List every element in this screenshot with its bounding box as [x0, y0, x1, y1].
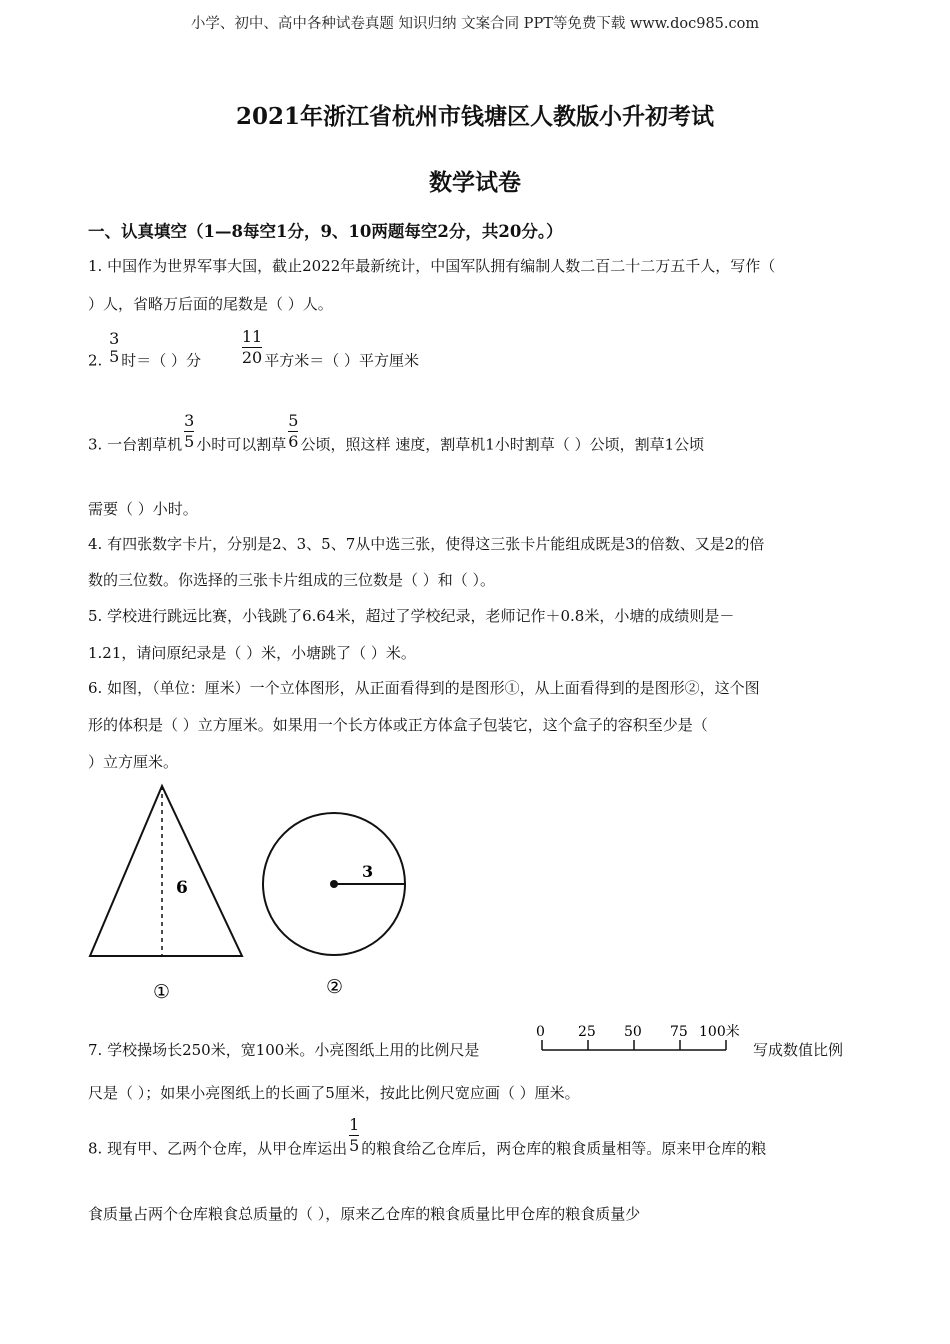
scale-bar [536, 1020, 746, 1060]
q1-line2: ）人，省略万后面的尾数是（ ）人。 [88, 295, 333, 313]
triangle-height-label: 6 [176, 878, 188, 898]
q5-line2: 1.21，请问原纪录是（ ）米，小塘跳了（ ）米。 [88, 644, 416, 662]
q2-line [88, 327, 419, 381]
q3-fraction-2: $\frac{5}{6}$ [288, 411, 299, 451]
q3-suffix: 公顷，照这样 速度，割草机1小时割草（ ）公顷，割草1公顷 [300, 435, 705, 454]
q2-fraction-2: $\frac{11}{20}$ [241, 327, 263, 367]
q8-prefix: 8. 现有甲、乙两个仓库，从甲仓库运出 [88, 1139, 348, 1158]
exam-title: 2021年浙江省杭州市钱塘区人教版小升初考试 [235, 103, 714, 130]
triangle-front-view [90, 786, 242, 956]
scale-tick-100: 100米 [699, 1024, 740, 1040]
figure-label-1: ① [153, 981, 171, 1003]
q5-line1: 5. 学校进行跳远比赛，小钱跳了6.64米，超过了学校纪录，老师记作＋0.8米，小塘的成绩则是－ [88, 607, 735, 625]
q8-line1 [88, 1115, 767, 1169]
scale-tick-75: 75 [670, 1024, 688, 1040]
q4-line1: 4. 有四张数字卡片，分别是2、3、5、7从中选三张，使得这三张卡片能组成既是3的倍数、又是2的倍 [88, 535, 765, 553]
q7-line2: 尺是（ ）；如果小亮图纸上的长画了5厘米，按此比例尺宽应画（ ）厘米。 [88, 1084, 580, 1102]
q1-line1: 1. 中国作为世界军事大国，截止2022年最新统计，中国军队拥有编制人数二百二十二万五千人，写作（ [88, 257, 776, 275]
scale-tick-25: 25 [578, 1024, 596, 1040]
q3-line2: 需要（ ）小时。 [88, 500, 198, 518]
figure-label-2: ② [326, 976, 344, 998]
q2-fraction-1: 3 5 [109, 328, 120, 366]
exam-subtitle: 数学试卷 [429, 169, 521, 196]
q3-prefix: 3. 一台割草机 [88, 435, 183, 454]
q8-line2: 食质量占两个仓库粮食总质量的（ ），原来乙仓库的粮食质量比甲仓库的粮食质量少 [88, 1205, 641, 1223]
q3-line1 [88, 411, 705, 465]
q3-fraction-1: $\frac{3}{5}$ [184, 411, 195, 451]
q2-number: 2. [88, 351, 103, 370]
scale-tick-50: 50 [624, 1024, 642, 1040]
q8-fraction: $\frac{1}{5}$ [349, 1115, 360, 1155]
q6-line3: ）立方厘米。 [88, 753, 179, 771]
q8-suffix: 的粮食给乙仓库后，两仓库的粮食质量相等。原来甲仓库的粮 [361, 1139, 767, 1158]
scale-tick-0: 0 [536, 1024, 545, 1040]
circle-radius-label: 3 [362, 862, 374, 881]
q2-suffix: 平方米＝（ ）平方厘米 [264, 351, 419, 370]
page-header: 小学、初中、高中各种试卷真题 知识归纳 文案合同 PPT等免费下载 www.doc985.com [190, 16, 760, 32]
q7-prefix: 7. 学校操场长250米，宽100米。小亮图纸上用的比例尺是 [88, 1041, 480, 1059]
q2-mid: 时＝（ ）分 [121, 351, 202, 370]
q6-line1: 6. 如图，（单位：厘米）一个立体图形，从正面看得到的是图形①，从上面看得到的是图形②，这个图 [88, 679, 760, 697]
q3-mid: 小时可以割草 [196, 435, 287, 454]
section-heading: 一、认真填空（1—8每空1分，9、10两题每空2分，共20分。） [88, 222, 563, 241]
q6-line2: 形的体积是（ ）立方厘米。如果用一个长方体或正方体盒子包装它，这个盒子的容积至少是（ [88, 716, 708, 734]
q6-figure [80, 780, 430, 1010]
q4-line2: 数的三位数。你选择的三张卡片组成的三位数是（ ）和（ ）。 [88, 571, 496, 589]
q7-suffix: 写成数值比例 [753, 1041, 844, 1059]
